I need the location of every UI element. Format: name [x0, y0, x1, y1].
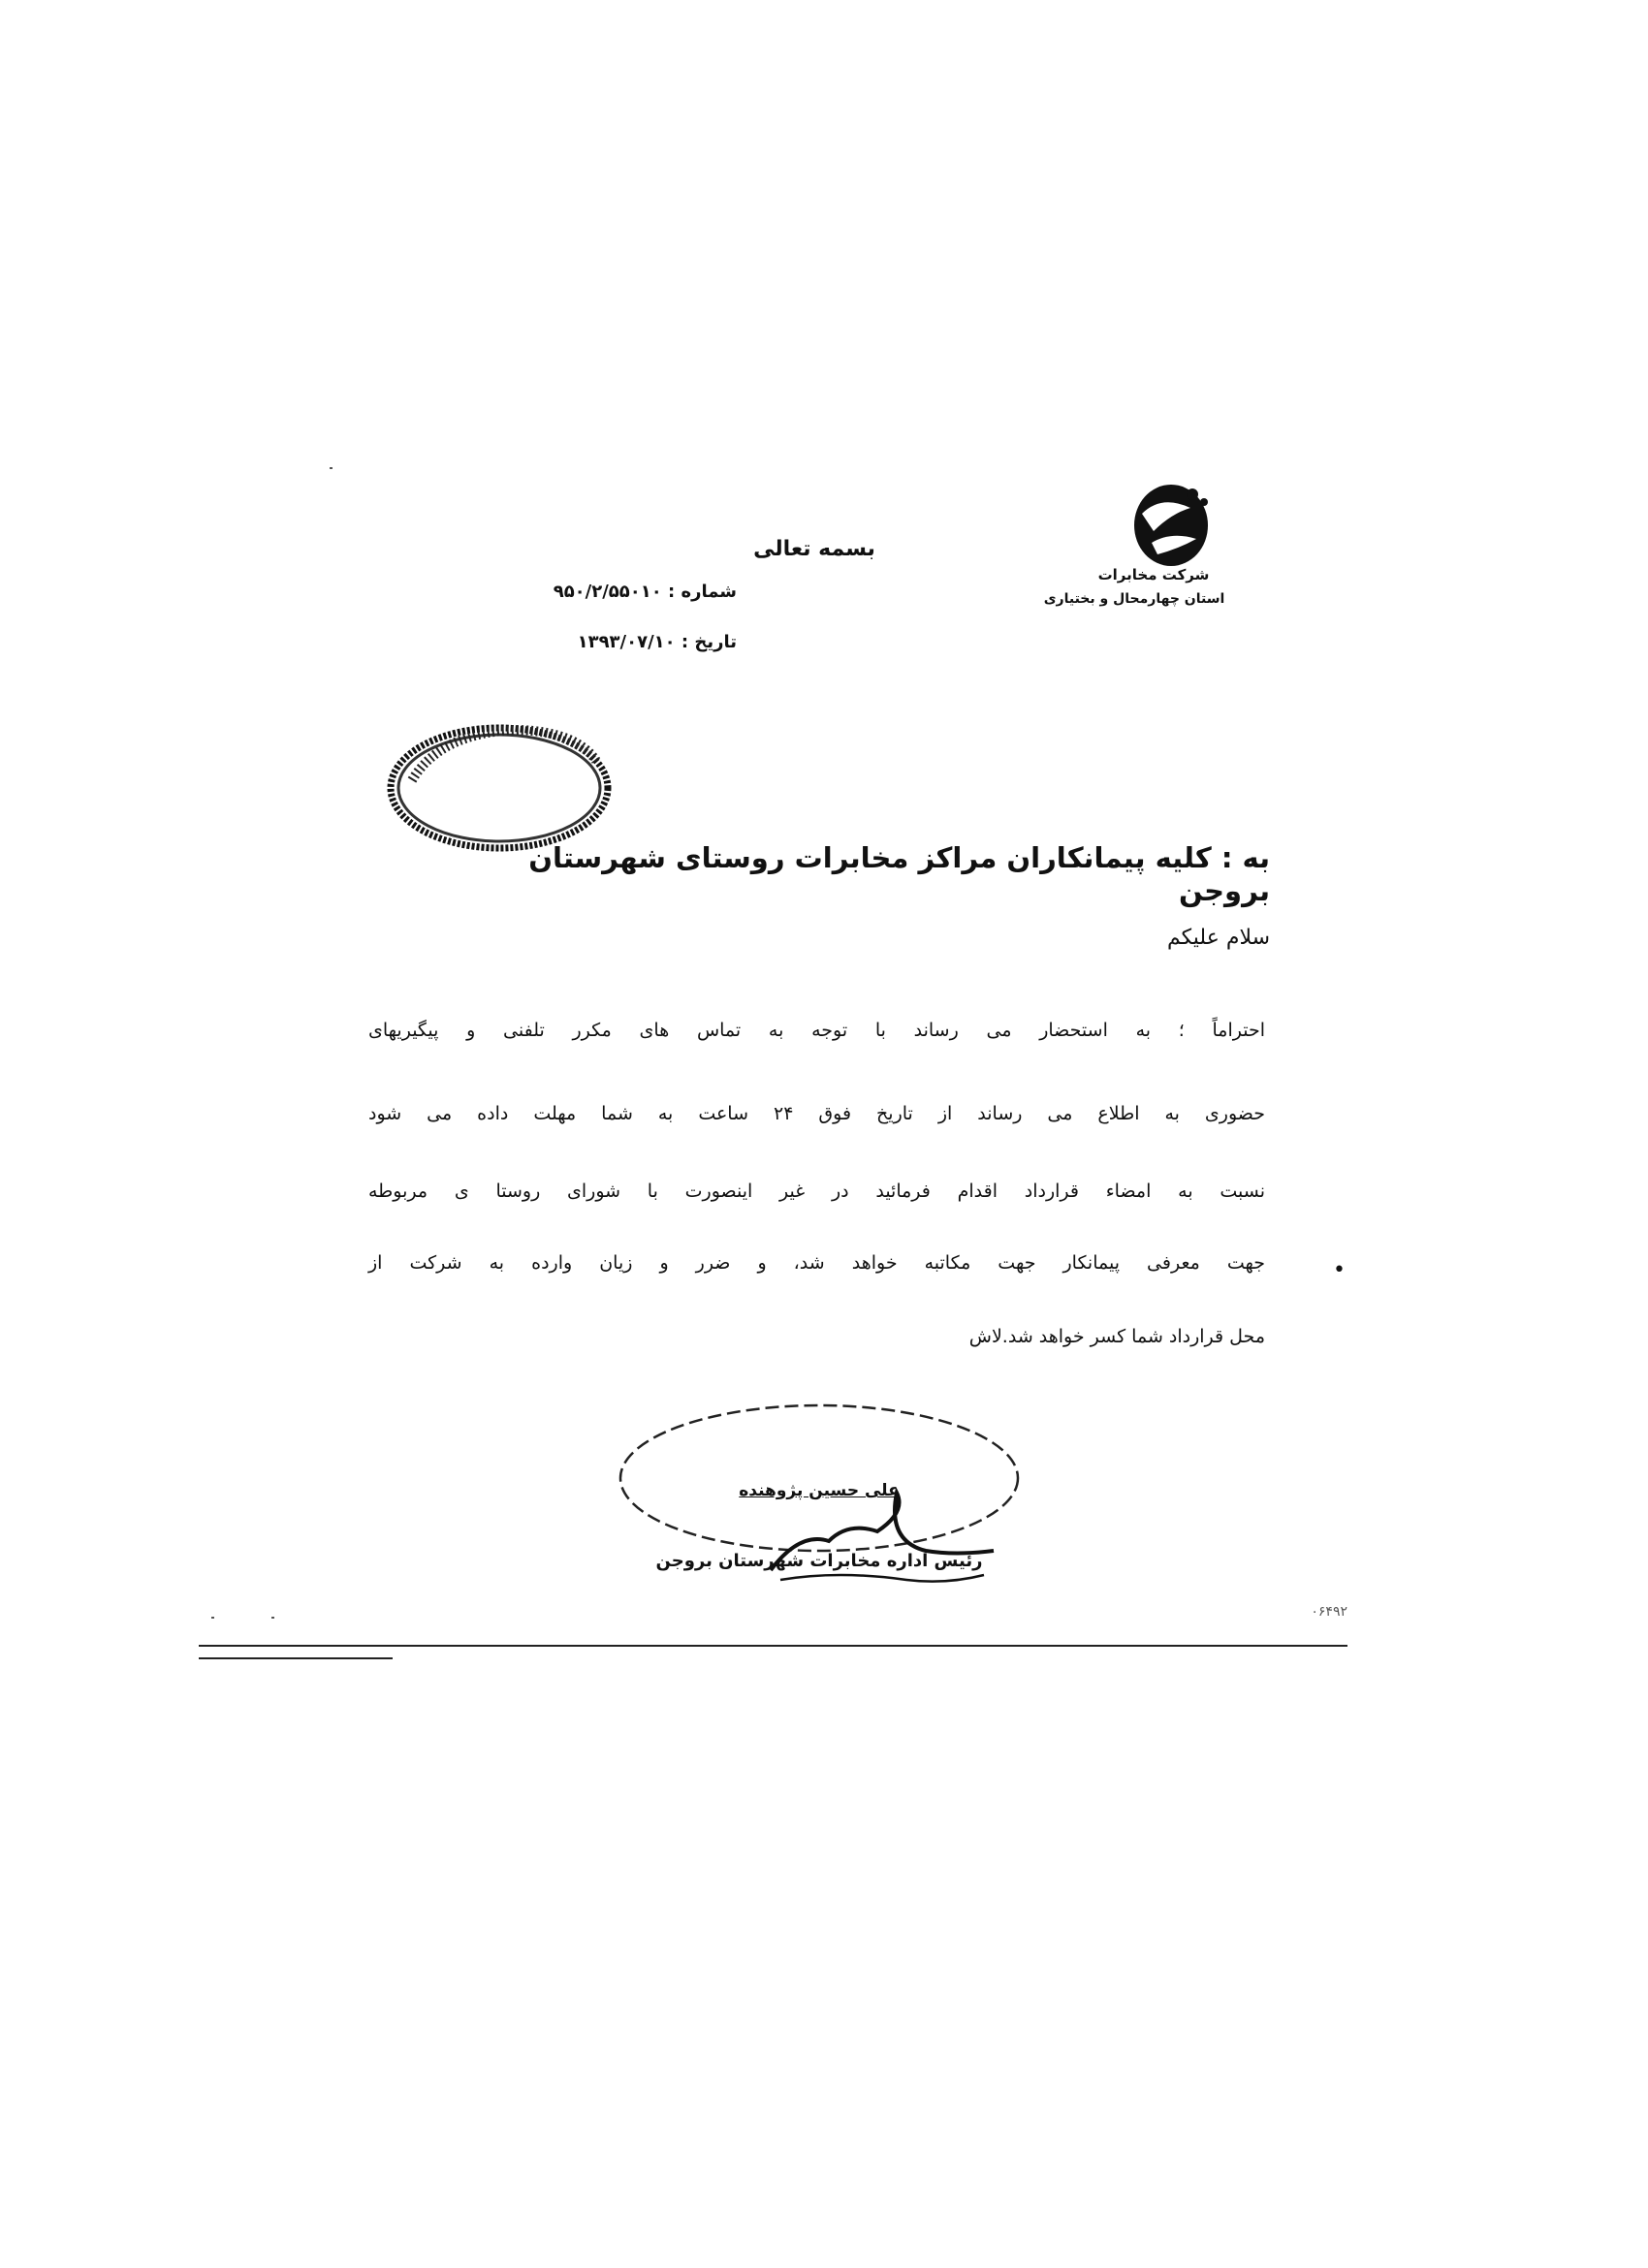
body-line: نسبت به امضاء قرارداد اقدام فرمائید در غیر اینصورت با شورای روستا ی مربوطه [368, 1181, 1265, 1202]
footer-rule-short [199, 1657, 393, 1659]
greeting: سلام علیکم [1166, 926, 1270, 950]
letter-number [456, 582, 737, 602]
letter-date [456, 632, 737, 652]
redaction-stamp [383, 712, 616, 858]
body-line: جهت معرفی پیمانکار جهت مکاتبه خواهد شد، و ضرر و زیان وارده به شرکت از [368, 1252, 1265, 1274]
margin-mark: • [1333, 1258, 1346, 1282]
signer-name: علی حسین پژوهنده [739, 1481, 900, 1500]
letter-number-label: شماره : [668, 582, 737, 602]
invocation-heading: بسمه تعالی [753, 537, 875, 561]
recipient-line: به : کلیه پیمانکاران مراکز مخابرات روستای شهرستان بروجن [528, 841, 1270, 907]
letter-date-label: تاریخ : [681, 632, 737, 652]
letter-number-value: ۹۵۰/۲/۵۵۰۱۰ [553, 582, 662, 602]
footer-rule [199, 1645, 1347, 1647]
signer-title: رئیس اداره مخابرات شهرستان بروجن [655, 1551, 983, 1571]
body-line: احتراماً ؛ به استحضار می رساند با توجه به تماس های مکرر تلفنی و پیگیریهای [368, 1020, 1265, 1041]
scan-speck [211, 1617, 214, 1619]
body-line: محل قرارداد شما کسر خواهد شد.لاش [968, 1326, 1265, 1347]
org-name-line2: استان چهارمحال و بختیاری [1043, 591, 1225, 607]
scan-speck [330, 467, 333, 469]
letter-date-value: ۱۳۹۳/۰۷/۱۰ [577, 632, 676, 652]
footer-code: ۰۶۴۹۲ [1311, 1604, 1347, 1620]
body-line: حضوری به اطلاع می رساند از تاریخ فوق ۲۴ ساعت به شما مهلت داده می شود [368, 1103, 1265, 1124]
scan-speck [271, 1617, 274, 1619]
org-name-line1: شرکت مخابرات [1097, 566, 1210, 583]
